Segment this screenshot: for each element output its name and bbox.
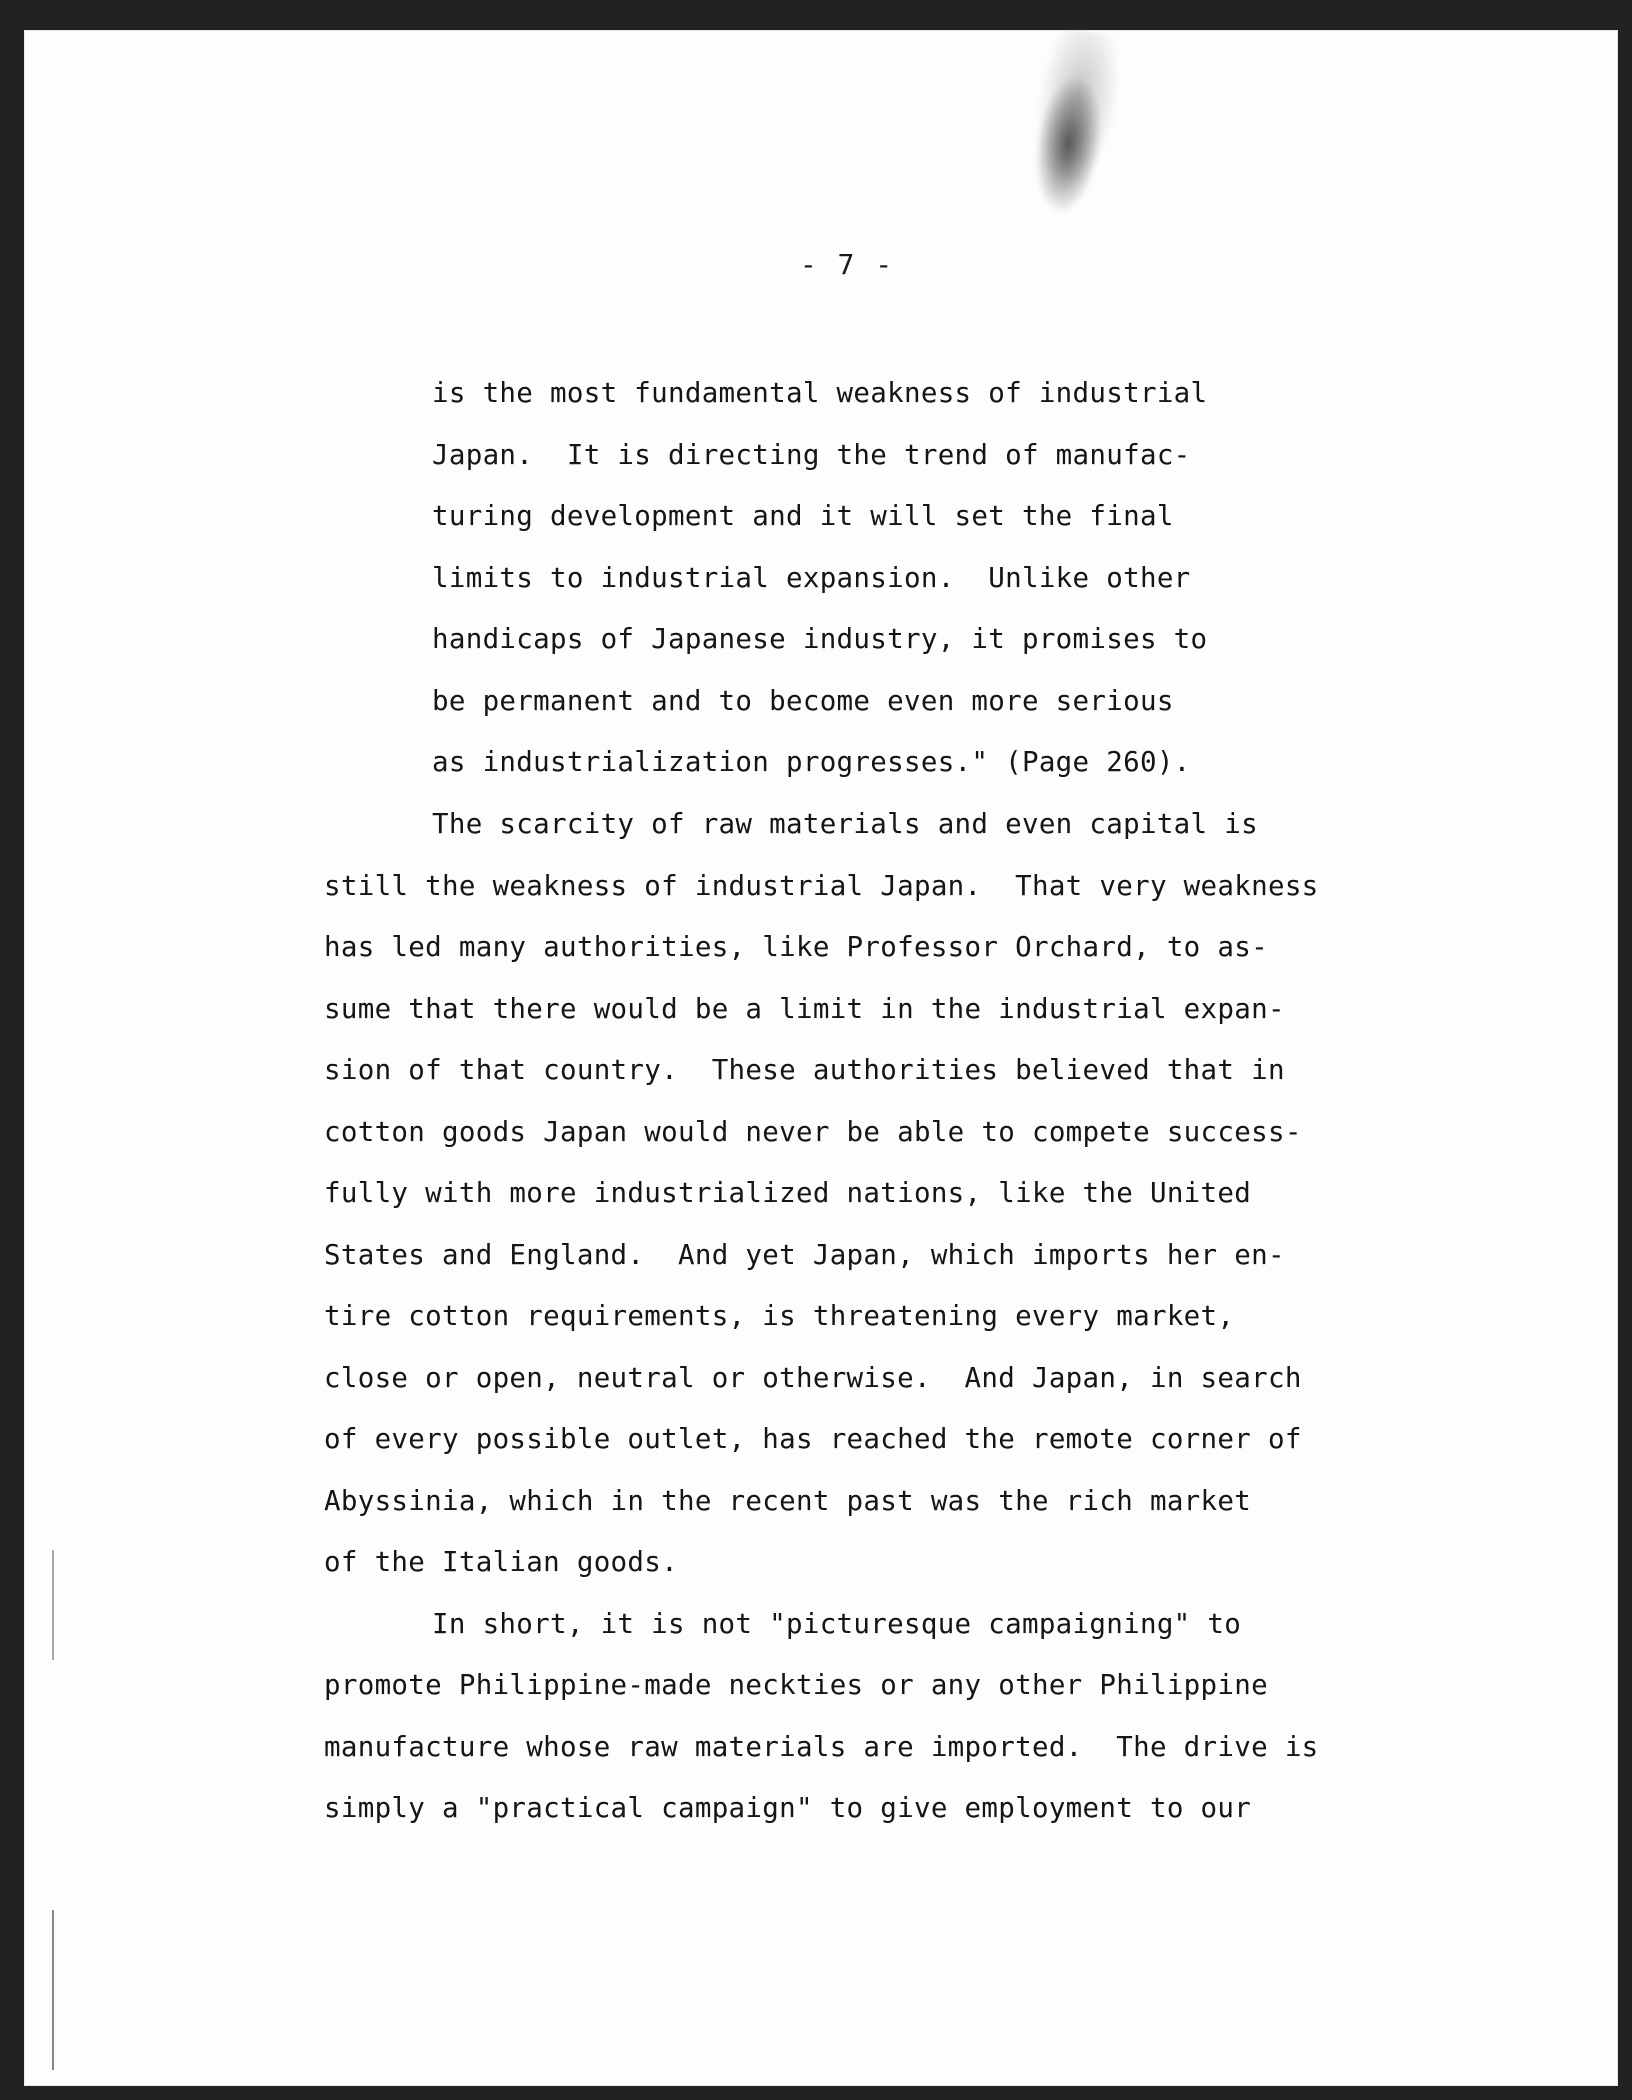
quote-line: be permanent and to become even more serious — [432, 685, 1174, 717]
paragraph-line: of every possible outlet, has reached the remote corner of — [324, 1423, 1302, 1455]
paragraph-line: manufacture whose raw materials are imported. The drive is — [324, 1731, 1319, 1763]
paragraph-line: In short, it is not "picturesque campaigning" to — [432, 1608, 1242, 1640]
paragraph-line: States and England. And yet Japan, which imports her en- — [324, 1239, 1285, 1271]
ink-smudge — [1001, 23, 1136, 226]
page-number: - 7 - — [799, 248, 895, 281]
quote-line: is the most fundamental weakness of industrial — [432, 377, 1208, 409]
quote-line: limits to industrial expansion. Unlike other — [432, 562, 1191, 594]
paragraph-line: has led many authorities, like Professor Orchard, to as- — [324, 931, 1268, 963]
paragraph-line: fully with more industrialized nations, like the United — [324, 1177, 1252, 1209]
margin-mark — [52, 1910, 54, 2070]
quote-line: turing development and it will set the final — [432, 500, 1174, 532]
paragraph-line: cotton goods Japan would never be able to compete success- — [324, 1116, 1302, 1148]
paragraph-line: The scarcity of raw materials and even capital is — [432, 808, 1258, 840]
paragraph-line: promote Philippine-made neckties or any other Philippine — [324, 1669, 1268, 1701]
quote-line: Japan. It is directing the trend of manufac- — [432, 439, 1191, 471]
paragraph-line: of the Italian goods. — [324, 1546, 678, 1578]
paragraph-line: still the weakness of industrial Japan. That very weakness — [324, 870, 1319, 902]
margin-mark — [52, 1550, 54, 1660]
quote-line: handicaps of Japanese industry, it promises to — [432, 623, 1208, 655]
quote-line: as industrialization progresses." (Page 260). — [432, 746, 1191, 778]
paragraph-line: sume that there would be a limit in the industrial expan- — [324, 993, 1285, 1025]
paragraph-line: sion of that country. These authorities believed that in — [324, 1054, 1285, 1086]
paragraph-line: simply a "practical campaign" to give employment to our — [324, 1792, 1252, 1824]
paragraph-line: tire cotton requirements, is threatening every market, — [324, 1300, 1235, 1332]
paragraph-line: Abyssinia, which in the recent past was the rich market — [324, 1485, 1252, 1517]
paragraph-line: close or open, neutral or otherwise. And Japan, in search — [324, 1362, 1302, 1394]
